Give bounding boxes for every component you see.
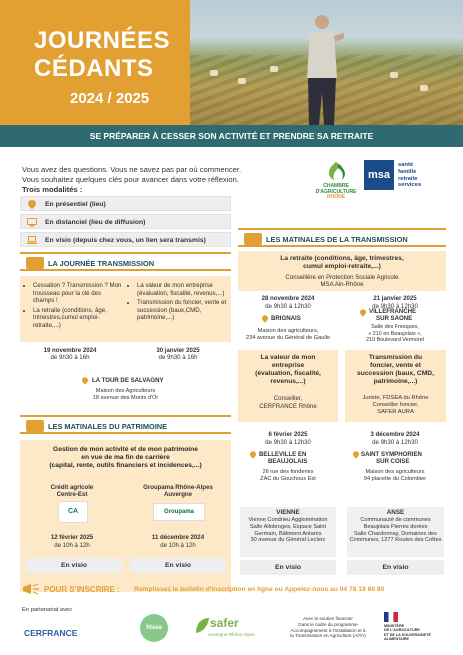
patrimoine-date2: 11 décembre 2024 <box>151 534 205 541</box>
patrimoine-time1: de 10h à 12h <box>54 542 90 549</box>
valeur-speaker2: CERFRANCE Rhône <box>259 403 317 410</box>
journee-place-detail2: 18 avenue des Monts d'Or <box>92 395 159 401</box>
dist2a: Communauté de communes <box>360 517 431 523</box>
msa-tag3: retraite <box>398 175 418 182</box>
matinales-t2: de 9h30 à 12h30 <box>372 303 418 310</box>
journee-bullet-left-2: • La retraite (conditions, âge, trimestres,cumul emploi-retraite,...) <box>33 307 124 330</box>
journee-bullet-right-2: • Transmission du foncier, vente et succession (baux,CMD, patrimoine,...) <box>137 299 228 322</box>
support4: la Transmission en Agriculture (AITA) <box>290 633 366 639</box>
partner-label: En partenariat avec <box>22 607 73 613</box>
patrimoine-visio2-label: En visio <box>164 562 192 569</box>
dist2b: Beaujolais Pierres dorées <box>363 523 428 530</box>
matinales-visio2-label: En visio <box>382 564 409 571</box>
msa-logo <box>364 160 452 200</box>
fdsea-logo: fdsea <box>140 614 168 642</box>
matinales-p3-name1: BELLEVILLE EN <box>259 451 307 458</box>
matinales-d1: 28 novembre 2024 <box>261 295 315 302</box>
mode-distanciel <box>20 214 231 229</box>
dist1b: Salle Allobroges, Espace Saint <box>249 523 327 530</box>
ministry4: ALIMENTAIRE <box>384 636 409 641</box>
journee-date1: 19 novembre 2024 <box>43 347 97 354</box>
journee-time1: de 9h30 à 16h <box>50 354 90 361</box>
retraite-title <box>240 255 444 271</box>
patrimoine-org1: Crédit agricole <box>50 484 94 491</box>
pin-icon <box>27 200 37 209</box>
patrimoine-topic <box>22 446 229 470</box>
msa-tag2: famille <box>398 168 417 175</box>
group-icon <box>26 257 44 269</box>
matinales-p2-name1: VILLEFRANCHE <box>369 308 417 315</box>
journee-bullet-right-1: • La valeur de mon entreprise (évaluation, fiscalité, revenus,...) <box>137 282 228 297</box>
dist2d: Communes, 1277 Routes des Crêtes <box>349 537 442 544</box>
journee-place: LA TOUR DE SALVAGNY <box>92 377 164 384</box>
valeur-title3: (évaluation, fiscalité, <box>255 370 321 377</box>
patrimoine-visio1 <box>26 558 122 573</box>
retraite-title2: cumul emploi-retraite,...) <box>303 263 381 270</box>
group-icon <box>26 420 44 432</box>
matinales-visio2 <box>347 560 444 575</box>
matinales-p1a: Maison des agriculteurs, <box>257 328 319 334</box>
foncier-title <box>347 354 444 386</box>
journee-heading-label: LA JOURNÉE TRANSMISSION <box>48 259 155 268</box>
matinales-p2-name2: SUR SAONE <box>376 315 413 322</box>
matinales-p3-name2: BEAUJOLAIS <box>268 458 308 465</box>
support-text <box>282 616 374 639</box>
matinales-p2b: « 210 en Beaujolais », <box>368 330 422 337</box>
patrimoine-org2b: Auvergne <box>163 491 193 498</box>
matinales-p4-name2: SUR COISE <box>376 458 410 465</box>
mode-visio <box>20 232 231 247</box>
screen-icon <box>27 218 37 227</box>
hero-years: 2024 / 2025 <box>70 90 150 107</box>
patrimoine-heading <box>20 415 231 434</box>
patrimoine-topic3: (capital, rente, outils financiers et incidences,...) <box>49 462 202 469</box>
patrimoine-topic1: Gestion de mon activité et de mon patrimoine <box>53 446 198 453</box>
matinales-visio1-label: En visio <box>274 564 302 571</box>
patrimoine-org1b: Centre-Est <box>56 491 88 498</box>
retraite-speaker1: Conseillère en Protection Sociale Agricole <box>285 274 399 281</box>
journee-pin-icon <box>82 377 88 385</box>
patrimoine-org2: Groupama Rhône-Alpes <box>143 484 213 491</box>
matinales-heading <box>238 228 446 247</box>
journee-topics-box <box>20 276 231 342</box>
chambre-agriculture-logo <box>314 160 358 208</box>
ministry2: DE L'AGRICULTURE <box>384 628 420 633</box>
villefranche-pin-icon <box>360 309 366 317</box>
foncier-title3: succession (baux, CMD, <box>357 370 434 377</box>
support3: Accompagnement à l'Installation et à <box>290 627 366 633</box>
inscription-label: POUR S'INSCRIRE : <box>44 585 120 594</box>
support1: Avec le soutien financier <box>303 616 353 621</box>
foncier-speaker1: Juriste, FDSEA du Rhône <box>362 395 429 401</box>
patrimoine-visio1-label: En visio <box>60 562 88 569</box>
mode-visio-label: En visio (depuis chez vous, un lien sera transmis) <box>45 237 206 244</box>
modalites-label: Trois modalités : <box>22 185 83 194</box>
matinales-p3b: ZAC du Gouchoux Est <box>260 476 316 482</box>
credit-agricole-logo: CA <box>58 501 88 523</box>
patrimoine-heading-label: LES MATINALES DU PATRIMOINE <box>48 422 168 431</box>
matinales-visio1 <box>240 560 336 575</box>
mode-distanciel-label: En distanciel (lieu de diffusion) <box>45 219 146 226</box>
subtitle-bar: SE PRÉPARER À CESSER SON ACTIVITÉ ET PRENDRE SA RETRAITE <box>0 125 463 147</box>
mode-presentiel <box>20 196 231 211</box>
ministry-text <box>384 624 431 641</box>
dist2c: Salle Chardonnay, Domaines des <box>354 530 437 537</box>
dist1c: Germain, Bâtiment Antarès <box>254 530 322 537</box>
matinales-p4a: Maison des agriculteurs <box>365 469 425 475</box>
foncier-title1: Transmission du <box>368 354 423 361</box>
journee-place-detail1: Maison des Agriculteurs <box>95 388 156 394</box>
valeur-title1: La valeur de mon <box>260 354 316 361</box>
french-flag-icon <box>384 612 398 622</box>
matinales-p4b: 94 placette du Colombier <box>363 476 427 482</box>
foncier-speaker3: SAFER AURA <box>377 409 414 416</box>
matinales-p2a: Salle des Fresques, <box>371 324 419 330</box>
valeur-speaker1: Conseiller, <box>273 395 303 402</box>
valeur-title2: entreprise <box>271 362 305 369</box>
farmer-figure <box>300 8 344 125</box>
patrimoine-date1: 12 février 2025 <box>50 534 94 541</box>
foncier-title2: foncier, vente et <box>370 362 421 369</box>
valeur-title4: revenus,...) <box>270 378 306 385</box>
ministry3: ET DE LA SOUVERAINETÉ <box>384 632 431 637</box>
groupama-logo: Groupama <box>153 503 205 521</box>
chambre-agriculture-mark-icon <box>314 160 358 182</box>
patrimoine-topic2: en vue de ma fin de carrière <box>81 454 170 461</box>
matinales-p2-detail <box>345 324 445 344</box>
safer-sub: Auvergne-Rhône-Alpes <box>208 632 255 637</box>
matinales-d2: 21 janvier 2025 <box>373 295 417 302</box>
matinales-p1: BRIGNAIS <box>271 315 301 322</box>
matinales-heading-label: LES MATINALES DE LA TRANSMISSION <box>266 235 408 244</box>
msa-tag4: services <box>398 182 422 189</box>
journee-heading <box>20 252 231 271</box>
dist1d: 30 avenue du Général Leclerc <box>250 537 326 544</box>
retraite-speaker2: MSA Ain-Rhône <box>320 281 364 288</box>
matinales-t1: de 9h30 à 12h30 <box>265 303 311 310</box>
journee-time2: de 9h30 à 16h <box>158 354 198 361</box>
foncier-speakers <box>347 395 444 416</box>
mode-presentiel-label: En présentiel (lieu) <box>45 201 106 208</box>
msa-tag1: santé <box>398 162 414 168</box>
hero-banner <box>0 0 463 125</box>
ministry1: MINISTÈRE <box>384 624 405 628</box>
matinales-t4: de 9h30 à 12h30 <box>372 439 418 446</box>
matinales-p1b: 234 avenue du Général de Gaulle <box>246 335 330 341</box>
foncier-speaker2: Conseiller foncier, <box>372 402 419 409</box>
support2: Dans le cadre du programme <box>298 621 358 627</box>
ca-logo-line1: CHAMBRE <box>323 183 349 189</box>
retraite-title1: La retraite (conditions, âge, trimestres, <box>280 255 404 262</box>
journee-bullet-left-1: • Cessation ? Transmission ? Mon trousseau pour la clé des champs ! <box>33 282 124 305</box>
megaphone-icon <box>22 583 40 595</box>
hero-title-line1: JOURNÉES <box>34 27 171 54</box>
inscription-link[interactable]: Remplissez le bulletin d'inscription en ligne ou Appelez-nous au 04 78 19 60 80 <box>134 586 385 593</box>
ca-logo-line2: D'AGRICULTURE <box>315 188 357 195</box>
laptop-icon <box>27 236 37 245</box>
journee-date2: 30 janvier 2025 <box>156 347 200 354</box>
valeur-title <box>240 354 336 386</box>
matinales-p3a: 26 rue des fonderies <box>262 469 314 475</box>
distanciel-anse-card <box>347 507 444 557</box>
intro-line1: Vous avez des questions. Vous ne savez pas par où commencer. <box>22 165 242 174</box>
matinales-d3: 6 février 2025 <box>268 431 308 438</box>
dist2-name: ANSE <box>386 509 405 516</box>
hero-photo <box>190 0 463 125</box>
safer-logo: safer <box>210 616 239 630</box>
matinales-p4-name1: SAINT SYMPHORIEN <box>361 451 422 458</box>
intro-line2: Vous souhaitez quelques clés pour avancer dans votre réflexion. <box>22 175 239 184</box>
patrimoine-visio2 <box>130 558 226 573</box>
patrimoine-time2: de 10h à 12h <box>160 542 196 549</box>
matinales-d4: 3 décembre 2024 <box>370 431 420 438</box>
dist1a: Vienne Condrieu Agglomération <box>248 517 328 523</box>
ca-logo-line3: RHÔNE <box>326 194 346 201</box>
belleville-pin-icon <box>250 451 256 459</box>
dist1-name: VIENNE <box>276 509 300 516</box>
matinales-p2c: 210 Boulevard Vermorel <box>366 337 424 344</box>
group-icon <box>244 233 262 245</box>
cerfrance-logo: CERFRANCE <box>24 628 78 638</box>
distanciel-vienne-card <box>240 507 336 557</box>
brignais-pin-icon <box>262 315 268 323</box>
matinales-t3: de 9h30 à 12h30 <box>265 439 311 446</box>
saint-symphorien-pin-icon <box>353 451 359 459</box>
foncier-title4: patrimoine,...) <box>373 378 418 385</box>
msa-logo-box: msa <box>364 160 394 190</box>
hero-title-line2: CÉDANTS <box>34 55 154 82</box>
